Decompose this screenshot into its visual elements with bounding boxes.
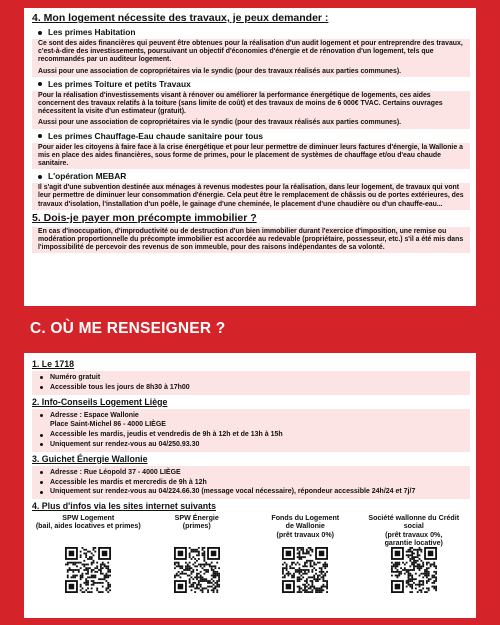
primes-toiture-note: Aussi pour une association de copropriétaires via le syndic (pour des travaux réalisés aux parties communes). (38, 119, 402, 127)
website-label-line: (prêt travaux 0%) (276, 530, 335, 539)
info-1718-box (32, 371, 470, 395)
info-conseils-box (32, 409, 470, 452)
bullet-icon (40, 434, 43, 437)
website-label-line: (bail, aides locatives et primes) (35, 522, 141, 531)
website-label (271, 514, 339, 547)
primes-toiture-heading (32, 79, 470, 90)
website-label-line: Fonds du Logement (271, 514, 340, 523)
list-item (40, 440, 464, 450)
websites-title: 4. Plus d'infos via les sites internet suivants (32, 501, 216, 512)
websites-row (32, 514, 470, 593)
website-label-line: SPW Logement (62, 514, 115, 523)
website-label-line: (primes) (182, 522, 211, 531)
primes-chauffage-box (32, 143, 470, 170)
bullet-icon (40, 386, 43, 389)
bullet-icon (40, 471, 43, 474)
primes-chauffage-title: Les primes Chauffage-Eau chaude sanitaire pour tous (48, 130, 264, 141)
mebar-title: L'opération MEBAR (48, 171, 127, 182)
website-spw-energie[interactable] (143, 514, 252, 593)
primes-toiture-title: Les primes Toiture et petits Travaux (48, 78, 191, 89)
primes-toiture-box (32, 91, 470, 129)
primes-toiture-text: Pour la réalisation d'investissements visant à rénover ou améliorer la performance énergétique de logements, ces aides concernent des travaux relatifs à la toiture (sans limite de coût) et des travaux de moins de 6 000€ TVAC. Certains ouvrages nécessitent la visite d'un estimateur (gratuit). (38, 91, 443, 116)
info-conseils-address: Adresse : Espace Wallonie (50, 411, 139, 419)
info-1718-hours: Accessible tous les jours de 8h30 à 17h00 (50, 383, 190, 391)
guichet-energie-address: Adresse : Rue Léopold 37 - 4000 LIÈGE (50, 468, 181, 476)
mebar-text: Il s'agit d'une subvention destinée aux ménages à revenus modestes pour la réalisation, dans leur logement, de travaux qui vont leur permettre de diminuer leur consommation d'énergie. Cela peut être le remplacement de châssis ou de portes extérieures, des travaux d'isolation, l'installation d'un poêle, le gainage d'une cheminée, le placement d'une chaudière ou d'un chauffe-eau... (38, 184, 464, 208)
section-5-box (32, 227, 470, 254)
info-conseils-address-line2: Place Saint-Michel 86 - 4000 LIÈGE (50, 421, 166, 429)
primes-habitation-text: Ce sont des aides financières qui peuvent être obtenues pour la réalisation d'un audit logement et pour entreprendre des travaux, c'est-à-dire des investissements, poursuivant un objectif d'économies d'énergie et de rénovation d'un logement, tels que recommandés par un auditeur logement. (38, 40, 463, 64)
website-credit-social[interactable] (360, 514, 469, 593)
info-1718-free: Numéro gratuit (50, 374, 101, 381)
guichet-energie-hours: Accessible les mardis et mercredis de 9h à 12h (50, 478, 207, 486)
section-5-text: En cas d'inoccupation, d'improductivité ou de destruction d'un bien immobilier durant l'exercice d'imposition, une remise ou modération proportionnelle du précompte immobilier est accordée au redevable (propriétaire, possesseur, etc.) s'il a été mis dans l'impossibilité de percevoir des revenus de son immeuble, pour des raisons indépendantes de sa volonté. (38, 227, 464, 252)
section-5-title: 5. Dois-je payer mon précompte immobilier ? (32, 211, 257, 224)
website-label (175, 514, 219, 547)
qr-code-icon[interactable] (65, 547, 111, 593)
guichet-energie-title: 3. Guichet Énergie Wallonie (32, 453, 148, 464)
info-conseils-title: 2. Info-Conseils Logement Liège (32, 396, 168, 407)
website-label (360, 514, 469, 547)
info-conseils-appointment: Uniquement sur rendez-vous au 04/250.93.30 (50, 440, 200, 448)
bottom-panel (24, 353, 476, 618)
info-conseils-hours: Accessible les mardis, jeudis et vendredis de 9h à 12h et de 13h à 15h (50, 431, 283, 439)
mebar-box (32, 183, 470, 210)
mebar-heading (32, 171, 470, 182)
bullet-icon (38, 82, 42, 86)
list-item (40, 373, 464, 383)
website-label-line: SPW Énergie (174, 514, 219, 523)
list-item (40, 478, 464, 488)
section-4-title: 4. Mon logement nécessite des travaux, je peux demander : (32, 12, 329, 24)
bullet-icon (40, 491, 43, 494)
bullet-icon (40, 443, 43, 446)
list-item (40, 411, 464, 421)
bullet-icon (40, 376, 43, 379)
list-item (40, 430, 464, 440)
list-item (40, 383, 464, 393)
bullet-icon (40, 481, 43, 484)
qr-code-icon[interactable] (174, 547, 220, 593)
website-label-line: (prêt travaux 0%, (385, 530, 443, 539)
qr-code-icon[interactable] (282, 547, 328, 593)
website-label-line: de Wallonie (285, 522, 325, 531)
bullet-icon (38, 175, 42, 179)
website-label (36, 514, 141, 547)
guichet-energie-appointment: Uniquement sur rendez-vous au 04/224.66.30 (message vocal nécessaire), répondeur accessible 24h/24 et 7j/7 (50, 488, 416, 496)
qr-code-icon[interactable] (391, 547, 437, 593)
primes-habitation-title: Les primes Habitation (48, 27, 136, 37)
bullet-icon (40, 414, 43, 417)
website-spw-logement[interactable] (34, 514, 143, 593)
primes-habitation-heading (32, 27, 470, 38)
primes-habitation-box (32, 39, 470, 77)
info-1718-title: 1. Le 1718 (32, 359, 75, 369)
primes-chauffage-heading (32, 131, 470, 142)
website-fonds-logement[interactable] (251, 514, 360, 593)
bullet-icon (38, 134, 42, 138)
primes-habitation-note: Aussi pour une association de copropriétaires via le syndic (pour des travaux réalisés aux parties communes). (38, 67, 402, 75)
bullet-icon (38, 31, 42, 35)
primes-chauffage-text: Pour aider les citoyens à faire face à la crise énergétique et pour leur permettre de diminuer leurs factures d'énergie, la Wallonie a mis en place des aides financières, sous forme de primes, pour le placement de systèmes de chauffage et/ou d'eau chaude sanitaire. (38, 143, 463, 168)
list-item (40, 487, 464, 497)
website-label-line: garantie locative) (384, 538, 443, 547)
website-label-line: Société wallonne du Crédit social (368, 514, 460, 531)
section-c-title: C. OÙ ME RENSEIGNER ? (30, 320, 226, 337)
top-panel (24, 8, 476, 306)
guichet-energie-box (32, 466, 470, 499)
list-item (40, 468, 464, 478)
